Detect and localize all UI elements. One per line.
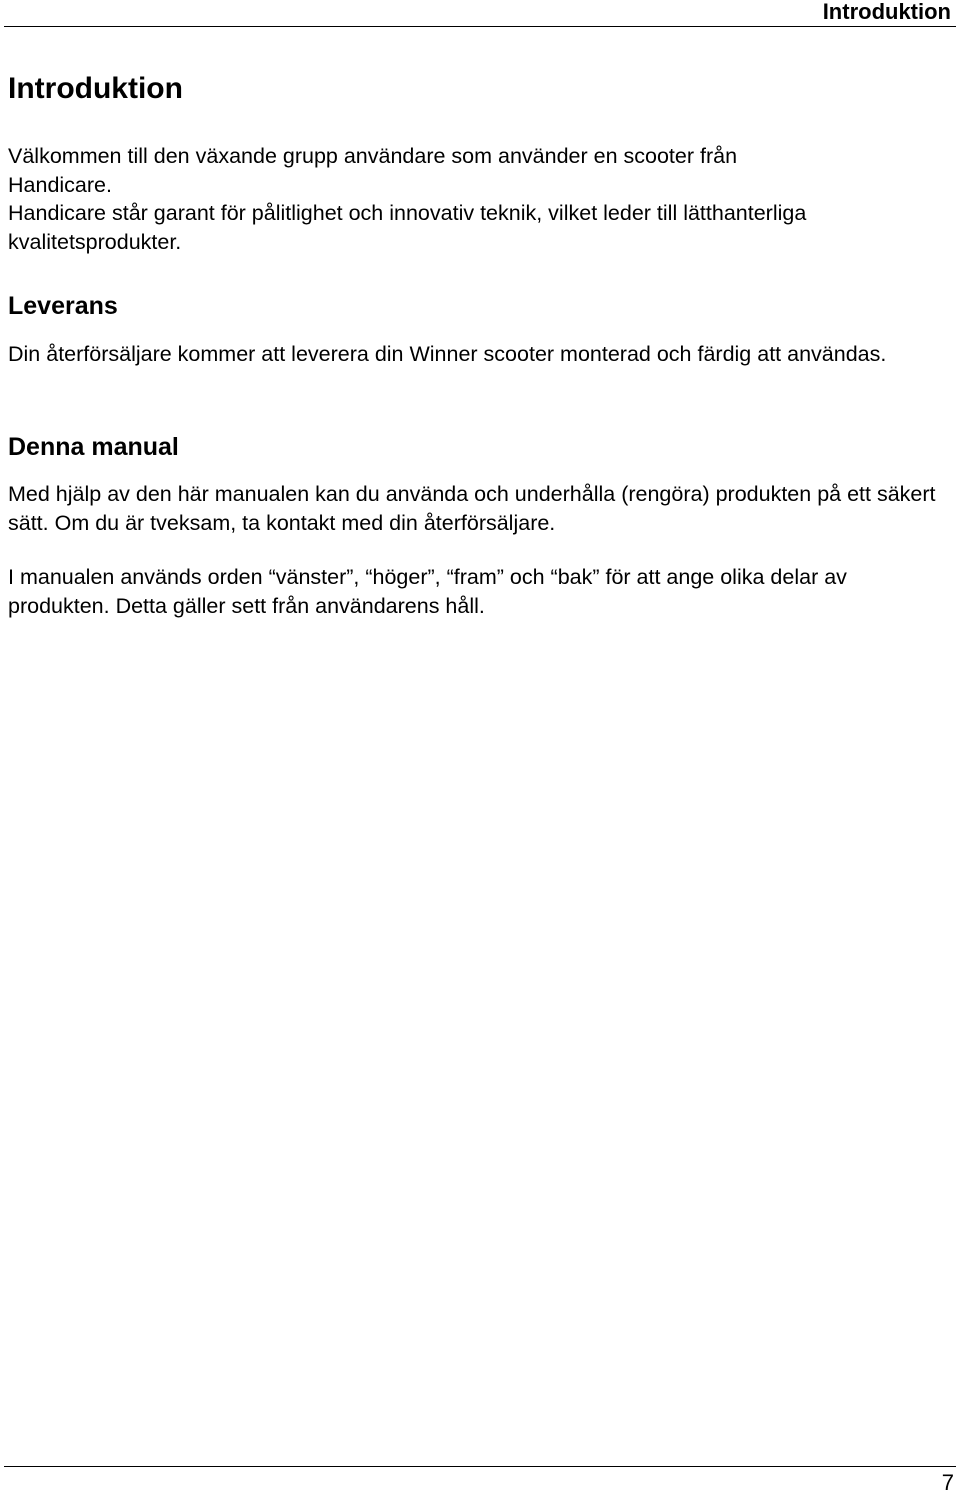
page-title: Introduktion [8, 72, 183, 105]
page-number: 7 [941, 1470, 954, 1495]
delivery-paragraph: Din återförsäljare kommer att leverera din Winner scooter monterad och färdig att användas. [8, 342, 887, 366]
section-heading-delivery: Leverans [8, 292, 118, 320]
welcome-paragraph [8, 142, 944, 199]
guarantee-paragraph: Handicare står garant för pålitlighet och innovativ teknik, vilket leder till lätthanterliga kvalitetsprodukter. [8, 201, 807, 254]
footer-divider [4, 1466, 956, 1467]
manual-directions-paragraph: I manualen används orden “vänster”, “höger”, “fram” och “bak” för att ange olika delar av produkten. Detta gäller sett från användarens håll. [8, 565, 847, 618]
header-divider [4, 26, 956, 27]
welcome-line-2: Handicare. [8, 172, 112, 197]
running-header-title: Introduktion [822, 0, 951, 24]
manual-help-paragraph: Med hjälp av den här manualen kan du använda och underhålla (rengöra) produkten på ett säkert sätt. Om du är tveksam, ta kontakt med din återförsäljare. [8, 482, 936, 535]
welcome-line-1: Välkommen till den växande grupp användare som använder en scooter från [8, 144, 738, 168]
section-heading-manual: Denna manual [8, 433, 179, 461]
